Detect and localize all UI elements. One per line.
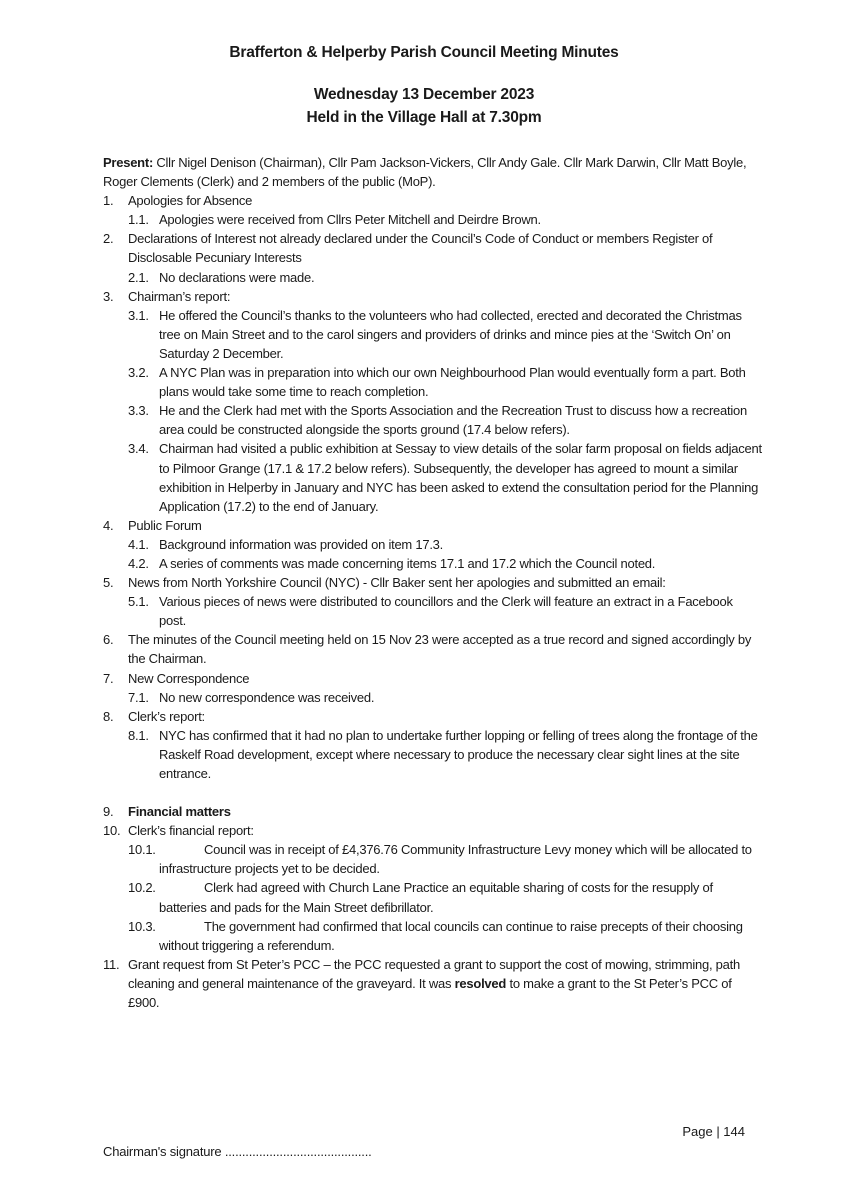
- subitem-text: Chairman had visited a public exhibition at Sessay to view details of the solar farm proposal on fields adjacent to Pilmoor Grange (17.1 & 17.2 below refers). Subsequently, the developer has agreed to mount a similar exhibition in Helperby in January and NYC has been asked to extend the consultation period for the Planning Application (17.2) to the end of January.: [159, 441, 762, 514]
- subitem-text: Council was in receipt of £4,376.76 Community Infrastructure Levy money which will be allocated to infrastructure projects yet to be decided.: [159, 842, 752, 877]
- item-text-before: Grant request from St Peter’s PCC – the PCC requested a grant to support the cost of mowing, strimming, path cleaning and general maintenance of the graveyard. It was: [128, 956, 740, 991]
- meeting-venue: Held in the Village Hall at 7.30pm: [306, 109, 542, 126]
- subitem-text: The government had confirmed that local councils can continue to raise precepts of their choosing without triggering a referendum.: [159, 918, 743, 953]
- item-number: 9.: [103, 804, 114, 820]
- agenda-item-4: [103, 516, 763, 535]
- item-text: Clerk’s report:: [128, 708, 205, 724]
- item-number: 1.: [103, 193, 114, 209]
- agenda-subitem-5-1: [103, 592, 763, 630]
- subitem-number: 10.3.: [128, 918, 156, 934]
- subitem-number: 4.2.: [128, 555, 149, 571]
- agenda-subitem-3-3: [103, 401, 763, 439]
- item-number: 10.: [103, 823, 121, 839]
- subitem-number: 3.4.: [128, 441, 149, 457]
- meeting-date: Wednesday 13 December 2023: [313, 86, 535, 103]
- subitem-text: NYC has confirmed that it had no plan to undertake further lopping or felling of trees along the frontage of the Raskelf Road development, except where necessary to produce the necessary clear sight lines at the site entrance.: [159, 727, 758, 781]
- subitem-text: No declarations were made.: [159, 269, 315, 285]
- subitem-number: 4.1.: [128, 536, 149, 552]
- present-text: Cllr Nigel Denison (Chairman), Cllr Pam Jackson-Vickers, Cllr Andy Gale. Cllr Mark Darwin, Cllr Matt Boyle, Roger Clements (Clerk) and 2 members of the public (MoP).: [103, 155, 747, 190]
- document-title: Brafferton & Helperby Parish Council Meeting Minutes: [229, 44, 619, 61]
- agenda-subitem-10-2: [103, 878, 763, 916]
- agenda-subitem-3-1: [103, 306, 763, 363]
- item-text: Declarations of Interest not already declared under the Council’s Code of Conduct or members Register of Disclosable Pecuniary Interests: [128, 231, 713, 266]
- minutes-body: [103, 153, 763, 1012]
- item-text-after: to make a grant to the St Peter’s PCC of £900.: [128, 975, 732, 1011]
- agenda-subitem-10-1: [103, 840, 763, 878]
- item-number: 8.: [103, 708, 114, 724]
- subitem-text: A series of comments was made concerning items 17.1 and 17.2 which the Council noted.: [159, 555, 656, 571]
- agenda-item-11: [103, 955, 763, 1012]
- subitem-number: 10.1.: [128, 842, 156, 858]
- agenda-item-9: [103, 802, 763, 821]
- attendees: [103, 153, 763, 191]
- item-text: Clerk’s financial report:: [128, 823, 254, 839]
- agenda-item-3: [103, 287, 763, 306]
- present-label: Present:: [103, 155, 154, 170]
- agenda-subitem-8-1: [103, 726, 763, 783]
- subitem-number: 7.1.: [128, 689, 149, 705]
- item-text: The minutes of the Council meeting held on 15 Nov 23 were accepted as a true record and signed accordingly by the Chairman.: [128, 632, 752, 667]
- subitem-number: 10.2.: [128, 880, 156, 896]
- agenda-item-7: [103, 669, 763, 688]
- subitem-number: 2.1.: [128, 269, 149, 285]
- chairman-signature-line: Chairman's signature ...........................................: [103, 1144, 372, 1159]
- agenda-subitem-2-1: [103, 268, 763, 287]
- agenda-item-2: [103, 229, 763, 267]
- item-number: 4.: [103, 517, 114, 533]
- agenda-subitem-10-3: [103, 917, 763, 955]
- agenda-item-5: [103, 573, 763, 592]
- item-text: Chairman’s report:: [128, 288, 231, 304]
- agenda-item-1: [103, 191, 763, 210]
- subitem-text: Various pieces of news were distributed to councillors and the Clerk will feature an extract in a Facebook post.: [159, 594, 733, 629]
- spacer: [103, 783, 763, 802]
- agenda-subitem-3-2: [103, 363, 763, 401]
- item-text: Financial matters: [128, 804, 231, 820]
- item-text: News from North Yorkshire Council (NYC) - Cllr Baker sent her apologies and submitted an email:: [128, 575, 666, 591]
- subitem-text: He offered the Council’s thanks to the volunteers who had collected, erected and decorated the Christmas tree on Main Street and to the carol singers and providers of drinks and mince pies at the ‘Switch On’ on Saturday 2 December.: [159, 307, 742, 361]
- subitem-text: A NYC Plan was in preparation into which our own Neighbourhood Plan would eventually form a part. Both plans would take some time to reach completion.: [159, 365, 746, 400]
- agenda-subitem-3-4: [103, 439, 763, 515]
- item-text: Public Forum: [128, 517, 202, 533]
- subitem-number: 3.2.: [128, 365, 149, 381]
- item-number: 3.: [103, 288, 114, 304]
- agenda-subitem-4-1: [103, 535, 763, 554]
- item-number: 5.: [103, 575, 114, 591]
- subitem-number: 3.3.: [128, 403, 149, 419]
- agenda-item-6: [103, 630, 763, 668]
- agenda-subitem-1-1: [103, 210, 763, 229]
- subitem-text: He and the Clerk had met with the Sports Association and the Recreation Trust to discuss how a recreation area could be constructed alongside the sports ground (17.4 below refers).: [159, 403, 747, 438]
- agenda-subitem-7-1: [103, 688, 763, 707]
- item-text: New Correspondence: [128, 670, 250, 686]
- subitem-number: 8.1.: [128, 727, 149, 743]
- agenda-item-8: [103, 707, 763, 726]
- subitem-text: Clerk had agreed with Church Lane Practice an equitable sharing of costs for the resupply of batteries and pads for the Main Street defibrillator.: [159, 880, 713, 915]
- agenda-item-10: [103, 821, 763, 840]
- subitem-text: Background information was provided on item 17.3.: [159, 536, 444, 552]
- subitem-text: No new correspondence was received.: [159, 689, 375, 705]
- subitem-number: 3.1.: [128, 307, 149, 323]
- item-text: Apologies for Absence: [128, 193, 253, 209]
- item-number: 2.: [103, 231, 114, 247]
- item-number: 7.: [103, 670, 114, 686]
- subitem-text: Apologies were received from Cllrs Peter Mitchell and Deirdre Brown.: [159, 212, 541, 228]
- agenda-subitem-4-2: [103, 554, 763, 573]
- page-number: Page | 144: [682, 1124, 745, 1139]
- item-number: 11.: [103, 956, 120, 972]
- subitem-number: 5.1.: [128, 594, 149, 610]
- item-number: 6.: [103, 632, 114, 648]
- resolved-keyword: resolved: [454, 975, 507, 991]
- subitem-number: 1.1.: [128, 212, 149, 228]
